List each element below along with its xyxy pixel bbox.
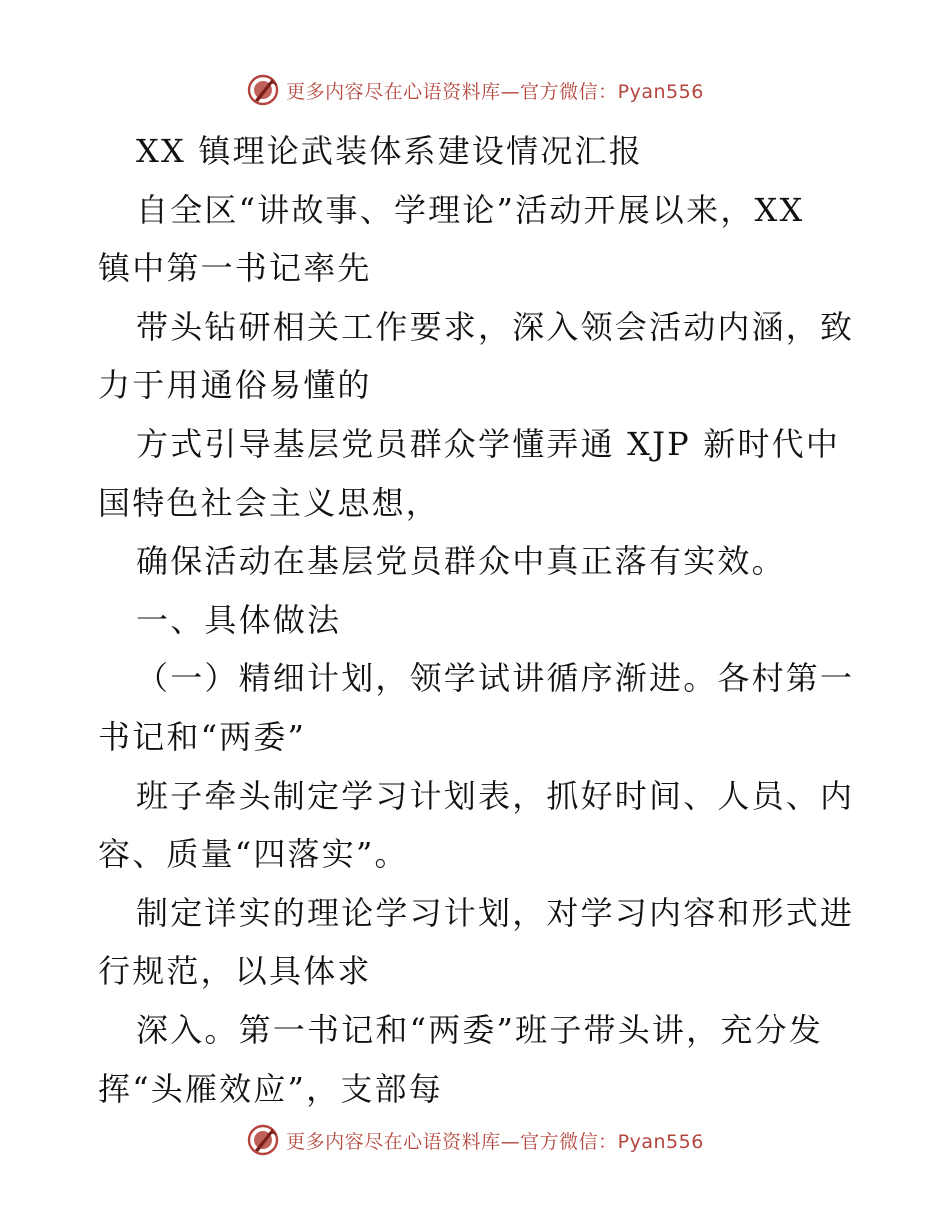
banner-text: 更多内容尽在心语资料库—官方微信：Pyan556: [286, 1130, 704, 1153]
text-line: 行规范，以具体求: [98, 952, 372, 991]
text-line: 自全区“讲故事、学理论”活动开展以来，XX: [136, 190, 805, 229]
text-line: 深入。第一书记和“两委”班子带头讲，充分发: [136, 1010, 823, 1049]
quill-logo-icon: [246, 73, 280, 107]
text-line: （一）精细计划，领学试讲循序渐进。各村第一: [136, 659, 855, 698]
text-line: 国特色社会主义思想，: [98, 483, 441, 522]
document-body: [98, 122, 868, 1118]
text-line: 力于用通俗易懂的: [98, 366, 372, 405]
text-line: 镇中第一书记率先: [98, 249, 372, 288]
quill-logo-icon: [246, 1123, 280, 1157]
text-line: 容、质量“四落实”。: [98, 835, 409, 874]
footer-banner: [0, 1120, 950, 1160]
document-title: XX 镇理论武装体系建设情况汇报: [136, 132, 643, 170]
text-line: 一、具体做法: [136, 600, 342, 639]
banner-text: 更多内容尽在心语资料库—官方微信：Pyan556: [286, 80, 704, 103]
text-line: 书记和“两委”: [98, 717, 307, 756]
text-line: 挥“头雁效应”，支部每: [98, 1069, 443, 1108]
text-line: 确保活动在基层党员群众中真正落有实效。: [136, 542, 786, 581]
text-line: 班子牵头制定学习计划表，抓好时间、人员、内: [136, 776, 855, 815]
text-line: 制定详实的理论学习计划，对学习内容和形式进: [136, 893, 855, 932]
text-line: 方式引导基层党员群众学懂弄通 XJP 新时代中: [136, 424, 841, 463]
text-line: 带头钻研相关工作要求，深入领会活动内涵，致: [136, 307, 855, 346]
header-banner: [0, 70, 950, 110]
paragraph-lines: [98, 181, 868, 1119]
